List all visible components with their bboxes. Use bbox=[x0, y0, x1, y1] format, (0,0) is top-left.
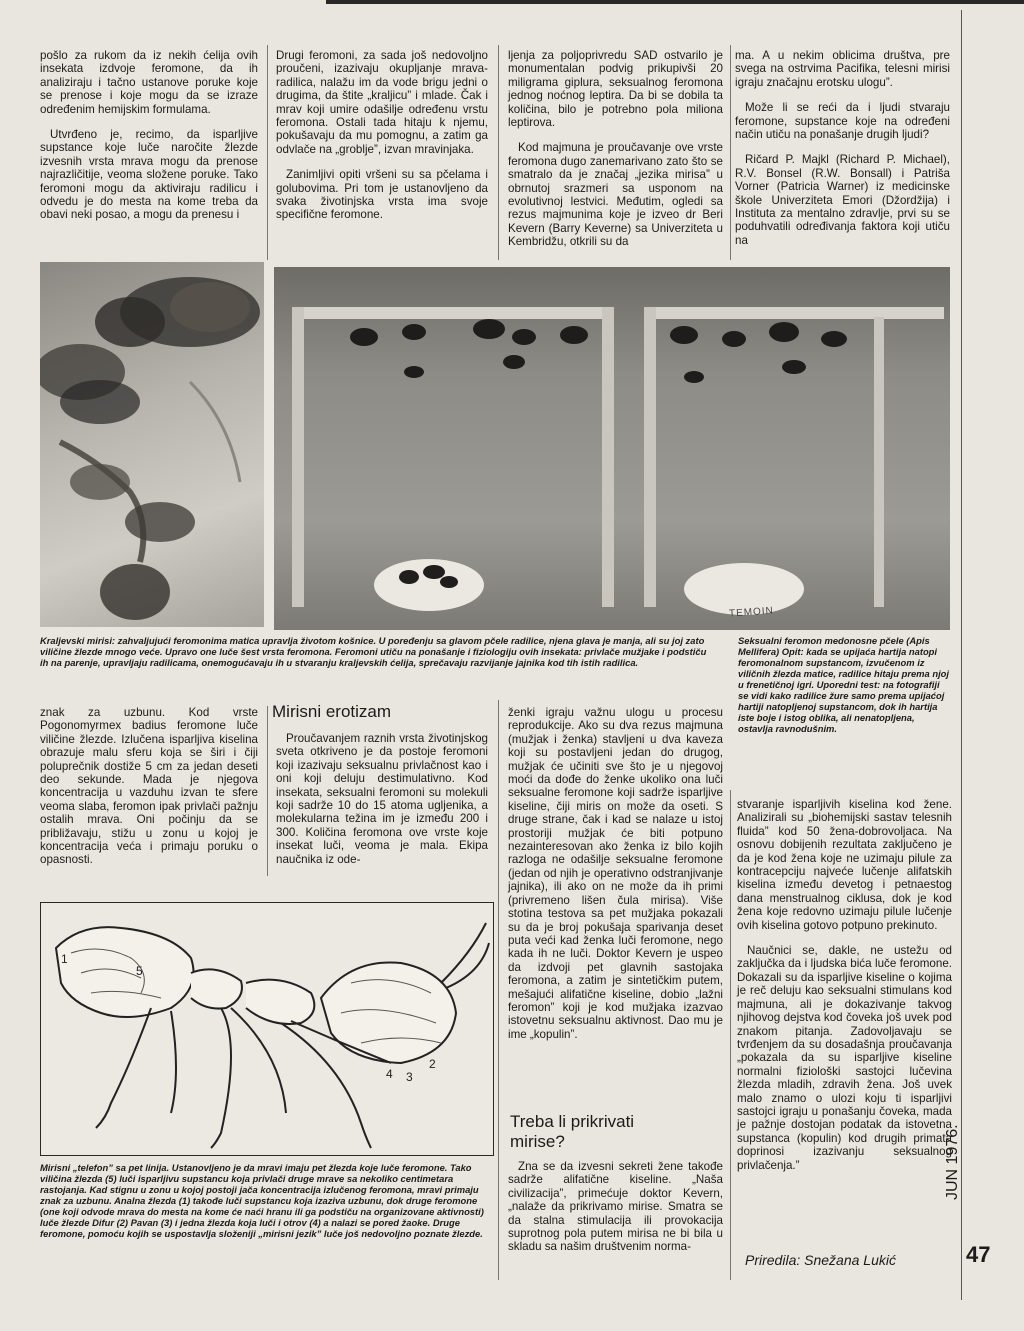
page-number: 47 bbox=[966, 1242, 991, 1267]
paragraph: znak za uzbunu. Kod vrste Pogonomyrmex badius feromone luče viličine žlezde. Izlučena isparljiva kiselina obrazuje malu sferu koja se širi i čiji poluprečnik dostiže 5 cm za jedan deseti deo sekunde. Mada je njegova koncentracija u vazduhu izvan te sfere veoma slaba, feromon ipak privlači pažnju ostalih mrava. Oni počinju da se približavaju, stižu u zonu u kojoj je koncentracija veća i primaju poruku o opasnosti. bbox=[40, 706, 258, 867]
caption-main: Kraljevski mirisi: zahvaljujući feromonima matica upravlja životom košnice. U poređenju sa glavom pčele radilice, njena glava je manja, ali su joj zato viličine žlezde mnogo veće. Upravo one luče šest vrsta feromona. Feromoni utiču na ponašanje i fiziologiju ovih insekata: privlače mužjake i podstiču ih na parenje, upravljaju radilicama, onemogućavaju ih u stvaranju kraljevskih ćelija, sprečavaju razvijanje jajnika kod tih istih radilica. bbox=[40, 635, 707, 668]
paragraph: Naučnici se, dakle, ne ustežu od zaključka da i ljudska bića luče feromone. Dokazali su da isparljive kiseline o kojima je reč deluju kao seksualni stimulans kod majmuna, ali je dokazivanje takvog njihovog dejstva kod čoveka još uvek pod znakom pitanja. Zadovoljavaju se tvrđenjem da su dosadašnja proučavanja „pokazala da su isparljive kiseline normalni fiziološki sastojci lučevina žlezda mladih, zdravih žena. Još uvek malo znamo o ulozi koju ti isparljivi sastojci igraju u ponašanju čoveka, mada je pažnje dostojan podatak da istovetna supstanca (kopulin) kod drugih primata doprinosi izazivanju seksualnog privlačenja.” bbox=[737, 944, 952, 1172]
paragraph: Proučavanjem raznih vrsta životinjskog sveta otkriveno je da postoje feromoni koji izazivaju seksualnu privlačnost kao i oni koji deluju destimulativno. Kod insekata, seksualni feromoni su molekuli koji sadrže 10 do 15 atoma ugljenika, a molekularna težina im je između 200 i 300. Količina feromona ove vrste koje insekat luči, veoma je mala. Ekipa naučnika iz ode- bbox=[276, 732, 488, 866]
column-3-mid bbox=[508, 706, 723, 1053]
column-divider bbox=[267, 45, 268, 260]
bee-illustration bbox=[40, 262, 264, 627]
cage-experiment-photo bbox=[274, 267, 950, 630]
paragraph: pošlo za rukom da iz nekih ćelija ovih insekata izdvoje feromone, da ih analiziraju i tačno ustanove poruke koje se prenose i koje mogu da se izraze određenim hemijskim formulama. bbox=[40, 49, 258, 116]
column-divider bbox=[498, 45, 499, 260]
paragraph: stvaranje isparljivih kiselina kod žene. Analizirali su „biohemijski sastav telesnih fluida” kod 50 žena-dobrovoljaca. Na osnovu dobijenih rezultata zaključeno je da je kod žena koje ne uzimaju pilule za kontracepciju najveće lučenje alifatskih kiselina između devetog i petnaestog dana menstrualnog ciklusa, dok je kod žena koje redovno uzimaju pilule lučenje ovih kiselina gotovo potpuno prekinuto. bbox=[737, 798, 952, 932]
ant-label: 3 bbox=[406, 1070, 413, 1084]
column-4-top bbox=[735, 49, 950, 259]
ant-diagram bbox=[40, 902, 494, 1156]
column-divider bbox=[267, 706, 268, 876]
paragraph: Drugi feromoni, za sada još nedovoljno proučeni, izazivaju okupljanje mrava-radilica, nalažu im da vode brigu jedni o drugima, da štite „kraljicu” i mlade. Čak i mrav koji umire odašilje određenu vrstu feromona. Ostali tada hitaju k njemu, pokušavaju da mu pomognu, a zatim ga odvlače na „groblje”, izvan mravinjaka. bbox=[276, 49, 488, 156]
photo-label: TEMOIN bbox=[728, 605, 775, 620]
ant-label: 2 bbox=[429, 1057, 436, 1071]
column-2-mid bbox=[276, 732, 488, 878]
side-rule bbox=[961, 10, 962, 1300]
column-1-mid bbox=[40, 706, 258, 879]
issue-date: JUN 1976. bbox=[944, 1124, 961, 1200]
caption-ant: Mirisni „telefon” sa pet linija. Ustanovljeno je da mravi imaju pet žlezda koje luče feromone. Tako viličina žlezda (5) luči isparljivu supstancu koja privlači druge mrave sa nekoliko centimetara rastojanja. Kad stignu u zonu u kojoj postoji jača koncentracija izlučenog feromona, mravi primaju znak za uzbunu. Analna žlezda (1) takođe luči supstancu koja izaziva uzbunu, dok druge feromone (one koji odvode mrava do mesta na kome će naći hranu ili ga podstiču na organizovane aktivnosti) luče žlezde Difur (2) Pavan (3) i jedna žlezda koja luči i otrov (4) a nalazi se pored žaoke. Druge feromone, pomoću kojih se uspostavlja složeniji „mirisni jezik” luče još nedovoljno poznate žlezde. bbox=[40, 1162, 484, 1239]
ant-anatomy-drawing bbox=[41, 903, 493, 1155]
paragraph: Utvrđeno je, recimo, da isparljive supstance koje luče naročite žlezde izvesnih vrsta mrava mogu da prenose najrazličitije, veoma složene poruke. Tako feromoni mogu da aktiviraju radilicu i odvedu je do mesta na kome treba da obavi neki posao, a mogu da prenesu i bbox=[40, 128, 258, 222]
queen-bee-photo bbox=[40, 262, 264, 627]
column-1-top bbox=[40, 49, 258, 234]
caption-side: Seksualni feromon medonosne pčele (Apis Mellifera) Opit: kada se upijaća hartija natopi feromonalnom supstancom, izvučenom iz viličnih žlezda matice, radilice hitaju prema njoj u frenetičnoj igri. Uporedni test: na fotografiji se vidi kako radilice žure samo prema upijaćoj hartiji natopljenoj supstancom, dok ih hartija iste boje i istog oblika, ali nenatopljena, ostavlja ravnodušnim. bbox=[738, 635, 950, 734]
paragraph: Ričard P. Majkl (Richard P. Michael), R.V. Bonsel (R.W. Bonsall) i Patriša Vorner (Patricia Warner) iz medicinske škole Univerziteta Emori (Džordžija) i Instituta za mentalno zdravlje, prvi su se poduhvatili određivanja faktora koji utiču na bbox=[735, 153, 950, 247]
column-3-low bbox=[508, 1160, 723, 1266]
ant-label: 5 bbox=[136, 964, 143, 978]
column-divider bbox=[730, 790, 731, 1280]
paragraph: Zanimljivi opiti vršeni su sa pčelama i golubovima. Pri tom je ustanovljeno da svaka životinjska vrsta ima svoje specifične feromone. bbox=[276, 168, 488, 222]
paragraph: Kod majmuna je proučavanje ove vrste feromona dugo zanemarivano zato što se smatralo da je značaj „jezika mirisa” u obrnutoj srazmeri sa usponom na evolutivnoj lestvici. Međutim, ogledi sa rezus majmunima koje je izveo dr Beri Kevern (Barry Keverne) sa Univerziteta u Kembridžu, otkrili su da bbox=[508, 141, 723, 249]
cage-illustration bbox=[274, 267, 950, 630]
paragraph: Zna se da izvesni sekreti žene takođe sadrže alifatične kiseline. „Naša civilizacija”, primećuje doktor Kevern, „nalaže da prikrivamo mirise. Smatra se da stalna stimulacija ili provokacija suprotnog pola putem mirisa ne bi bila u skladu sa našim društvenim norma- bbox=[508, 1160, 723, 1254]
column-2-top bbox=[276, 49, 488, 234]
ant-label: 1 bbox=[61, 952, 68, 966]
heading-mirisni-erotizam: Mirisni erotizam bbox=[272, 702, 392, 721]
author-credit: Priredila: Snežana Lukić bbox=[745, 1252, 896, 1268]
paragraph: ženki igraju važnu ulogu u procesu reprodukcije. Ako su dva rezus majmuna (mužjak i ženka) stavljeni u dva kaveza koji su postavljeni jedan do drugog, mužjak će učiniti sve što je u njegovoj moći da dođe do ženke ukoliko ona luči seksualne feromone koji sadrže isparljive kiseline, čiji miris on može da oseti. S druge strane, čak i kad se nalaze u istoj prostoriji mužjak će biti potpuno nezainteresovan ako ženka iz bilo kojih razloga ne odašilje seksualne feromone (jedan od njih je operativno odstranjivanje jajnika), ili ako on ne može da ih primi (privremeno lišen čula mirisa). Više stotina testova sa pet mužjaka pokazali su da je broj pokušaja sparivanja deset puta veći kad ženka luči feromone, nego kada ih ne luči. Doktor Kevern je uspeo da izdvoji pet glavnih sastojaka feromona, a zatim je sintetičkim putem, mešajući alifatične kiseline, dobio „lažni feromon” koji je kod mužjaka izazvao istovetnu seksualnu aktivnost. Dao mu je ime „kopulin”. bbox=[508, 706, 723, 1041]
column-divider bbox=[730, 45, 731, 260]
column-divider bbox=[498, 700, 499, 1280]
heading-treba-li-prikrivati: Treba li prikrivati mirise? bbox=[510, 1112, 635, 1151]
paragraph: ljenja za poljoprivredu SAD ostvarilo je monumentalan podvig prikupivši 20 miligrama giplura, seksualnog feromona jednog noćnog leptira. Da bi se dobila ta količina, bilo je potrebno pola miliona leptirova. bbox=[508, 49, 723, 130]
paragraph: ma. A u nekim oblicima društva, pre svega na ostrvima Pacifika, telesni mirisi igraju značajnu erotsku ulogu”. bbox=[735, 49, 950, 89]
top-border bbox=[326, 0, 1024, 4]
column-3-top bbox=[508, 49, 723, 261]
paragraph: Može li se reći da i ljudi stvaraju feromone, supstance koje na određeni način utiču na ponašanje drugih ljudi? bbox=[735, 101, 950, 142]
column-4-mid bbox=[737, 798, 952, 1184]
ant-label: 4 bbox=[386, 1067, 393, 1081]
